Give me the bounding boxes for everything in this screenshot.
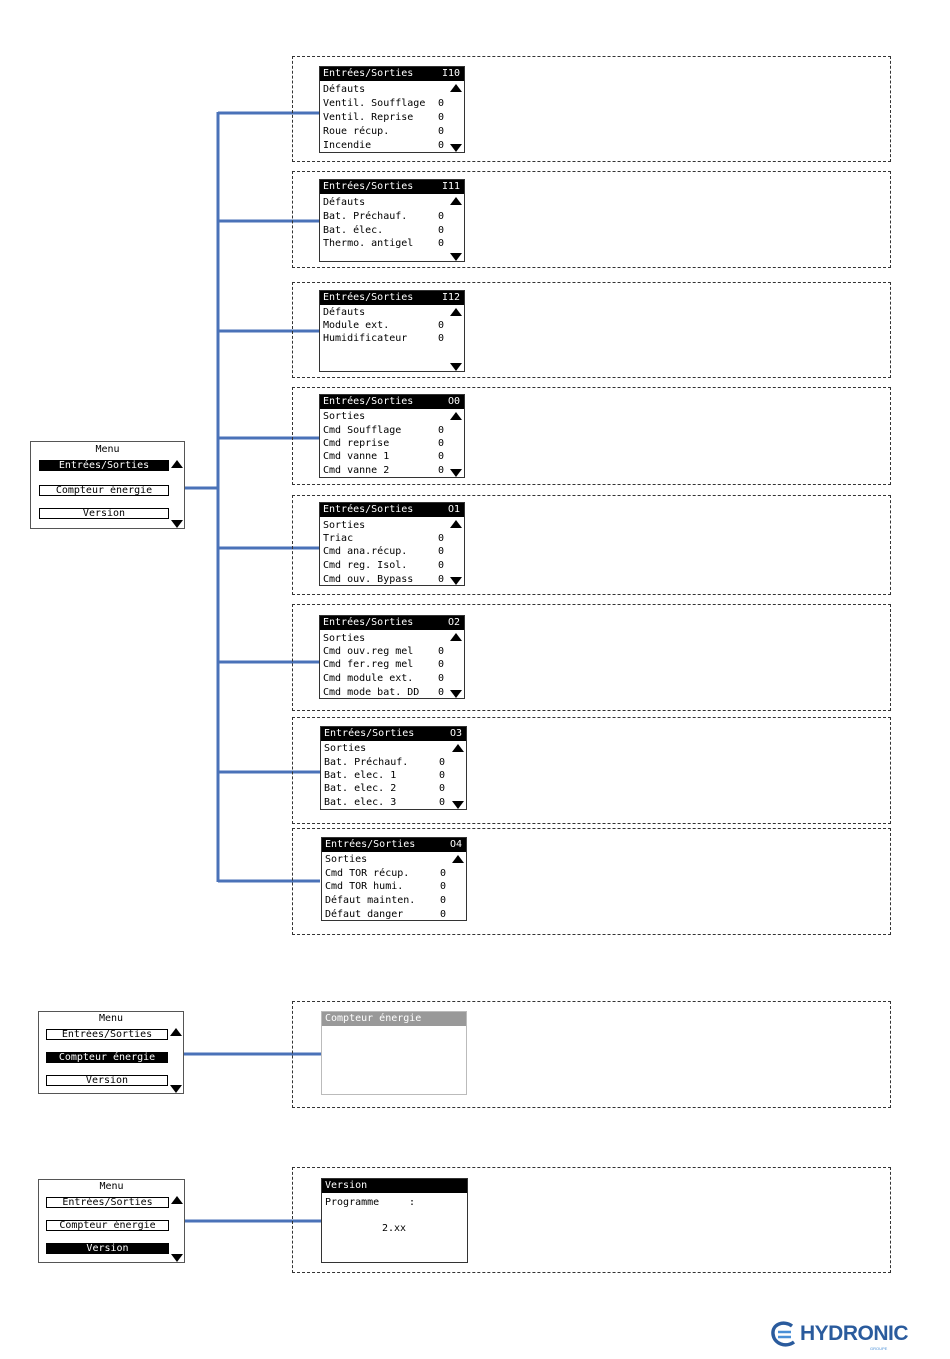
row-label: Défaut danger xyxy=(325,909,404,920)
row-value: 0 xyxy=(440,868,447,879)
screen-row xyxy=(325,895,446,907)
scroll-down-arrow-icon[interactable] xyxy=(170,1085,182,1093)
program-version-value: 2.xx xyxy=(382,1223,407,1234)
row-label: Cmd ana.récup. xyxy=(323,546,408,557)
menu-title: Menu xyxy=(99,1181,124,1192)
screen-header xyxy=(320,67,464,81)
row-label: Bat. Préchauf. xyxy=(324,757,409,768)
row-value: 0 xyxy=(438,574,445,585)
screen-row xyxy=(323,333,444,345)
row-label: Bat. Préchauf. xyxy=(323,211,408,222)
screen-o3 xyxy=(320,726,467,810)
screen-subtitle: Défauts xyxy=(323,307,366,318)
row-label: Humidificateur xyxy=(323,333,408,344)
menu-item-version[interactable]: Version xyxy=(46,1075,168,1086)
menu-item-entrees-sorties[interactable]: Entrées/Sorties xyxy=(46,1029,168,1040)
screen-row xyxy=(324,797,446,809)
scroll-up-arrow-icon[interactable] xyxy=(450,520,462,528)
row-label: Incendie xyxy=(323,140,372,151)
screen-row xyxy=(323,574,444,586)
scroll-up-arrow-icon[interactable] xyxy=(450,412,462,420)
menu-item-compteur-energie[interactable]: Compteur énergie xyxy=(46,1220,169,1231)
screen-header xyxy=(320,395,464,409)
screen-row xyxy=(323,126,444,138)
scroll-down-arrow-icon[interactable] xyxy=(450,469,462,477)
row-value: 0 xyxy=(438,438,445,449)
row-value: 0 xyxy=(438,211,445,222)
screen-title: Entrées/Sorties xyxy=(323,617,414,628)
row-value: 0 xyxy=(438,560,445,571)
screen-row xyxy=(323,211,444,223)
screen-code: O1 xyxy=(447,504,460,515)
menu-title: Menu xyxy=(98,1013,124,1024)
row-value: 0 xyxy=(438,140,445,151)
screen-subtitle: Sorties xyxy=(323,411,366,422)
screen-title: Entrées/Sorties xyxy=(323,68,414,79)
screen-version xyxy=(321,1178,468,1263)
screen-code: I11 xyxy=(441,181,460,192)
logo-subtext: GROUPE xyxy=(870,1346,888,1351)
logo-text: HYDRONIC xyxy=(800,1322,909,1345)
menu-item-version[interactable]: Version xyxy=(46,1243,169,1254)
row-label: Cmd Soufflage xyxy=(323,425,402,436)
screen-row xyxy=(323,320,444,332)
screen-header xyxy=(320,180,464,194)
row-label: Bat. elec. 1 xyxy=(324,770,397,781)
screen-row xyxy=(323,238,444,250)
screen-title: Entrées/Sorties xyxy=(324,728,415,739)
row-label: Bat. élec. xyxy=(323,225,384,236)
row-value: 0 xyxy=(439,757,446,768)
row-value: 0 xyxy=(438,98,445,109)
screen-row xyxy=(323,533,444,545)
scroll-up-arrow-icon[interactable] xyxy=(171,460,183,468)
screen-title: Entrées/Sorties xyxy=(323,292,414,303)
row-value: 0 xyxy=(438,659,445,670)
screen-row xyxy=(323,646,444,658)
program-separator: : xyxy=(409,1197,416,1208)
screen-o0 xyxy=(319,394,465,478)
screen-row xyxy=(323,659,444,671)
row-value: 0 xyxy=(438,225,445,236)
screen-title: Entrées/Sorties xyxy=(323,504,414,515)
screen-i10 xyxy=(319,66,465,153)
screen-row xyxy=(325,909,446,921)
row-value: 0 xyxy=(438,126,445,137)
row-value: 0 xyxy=(438,687,445,698)
scroll-up-arrow-icon[interactable] xyxy=(450,633,462,641)
row-value: 0 xyxy=(438,533,445,544)
row-value: 0 xyxy=(438,112,445,123)
scroll-up-arrow-icon[interactable] xyxy=(450,308,462,316)
screen-row xyxy=(324,757,446,769)
row-value: 0 xyxy=(438,333,445,344)
screen-row xyxy=(323,451,444,463)
scroll-up-arrow-icon[interactable] xyxy=(450,84,462,92)
screen-o2 xyxy=(319,615,465,699)
row-value: 0 xyxy=(440,909,447,920)
row-label: Cmd ouv.reg mel xyxy=(323,646,414,657)
row-value: 0 xyxy=(440,895,447,906)
screen-title: Entrées/Sorties xyxy=(323,396,414,407)
row-label: Triac xyxy=(323,533,354,544)
row-value: 0 xyxy=(439,783,446,794)
row-value: 0 xyxy=(440,881,447,892)
program-label: Programme xyxy=(325,1197,380,1208)
menu-panel-2 xyxy=(38,1011,184,1094)
row-label: Cmd TOR humi. xyxy=(325,881,404,892)
scroll-down-arrow-icon[interactable] xyxy=(171,520,183,528)
screen-o4 xyxy=(321,837,467,921)
screen-header xyxy=(320,503,464,517)
screen-title: Entrées/Sorties xyxy=(323,181,414,192)
screen-title: Compteur énergie xyxy=(325,1013,422,1024)
row-value: 0 xyxy=(438,465,445,476)
screen-code: O0 xyxy=(447,396,460,407)
screen-row xyxy=(323,438,444,450)
screen-row xyxy=(323,225,444,237)
screen-code: I12 xyxy=(441,292,460,303)
row-label: Cmd module ext. xyxy=(323,673,414,684)
scroll-down-arrow-icon[interactable] xyxy=(452,801,464,809)
screen-header xyxy=(321,727,466,741)
screen-i12 xyxy=(319,290,465,372)
scroll-down-arrow-icon[interactable] xyxy=(450,363,462,371)
row-label: Cmd vanne 2 xyxy=(323,465,390,476)
row-value: 0 xyxy=(438,425,445,436)
menu-item-version[interactable]: Version xyxy=(39,508,169,519)
screen-code: O2 xyxy=(447,617,460,628)
row-label: Cmd fer.reg mel xyxy=(323,659,414,670)
screen-title: Entrées/Sorties xyxy=(325,839,416,850)
menu-panel-1 xyxy=(30,441,185,529)
screen-subtitle: Défauts xyxy=(323,84,366,95)
row-label: Ventil. Reprise xyxy=(323,112,414,123)
row-label: Cmd vanne 1 xyxy=(323,451,390,462)
row-label: Défaut mainten. xyxy=(325,895,416,906)
menu-item-entrees-sorties[interactable]: Entrées/Sorties xyxy=(39,460,169,471)
screen-subtitle: Sorties xyxy=(323,633,366,644)
menu-item-compteur-energie[interactable]: Compteur énergie xyxy=(39,485,169,496)
screen-row xyxy=(325,868,446,880)
screen-row xyxy=(323,673,444,685)
scroll-up-arrow-icon[interactable] xyxy=(450,197,462,205)
row-value: 0 xyxy=(438,451,445,462)
row-value: 0 xyxy=(439,797,446,808)
screen-row xyxy=(323,140,444,152)
screen-row xyxy=(324,770,446,782)
screen-row xyxy=(323,425,444,437)
screen-row xyxy=(323,560,444,572)
scroll-down-arrow-icon[interactable] xyxy=(450,253,462,261)
hydronic-logo-icon xyxy=(770,1320,798,1350)
screen-header xyxy=(322,1012,466,1026)
screen-row xyxy=(323,98,444,110)
scroll-up-arrow-icon[interactable] xyxy=(452,855,464,863)
row-label: Bat. elec. 3 xyxy=(324,797,397,808)
row-value: 0 xyxy=(438,646,445,657)
screen-code: O4 xyxy=(449,839,462,850)
row-label: Cmd ouv. Bypass xyxy=(323,574,414,585)
row-label: Cmd reg. Isol. xyxy=(323,560,408,571)
screen-compteur-energie xyxy=(321,1011,467,1095)
screen-title: Version xyxy=(325,1180,368,1191)
screen-subtitle: Sorties xyxy=(323,520,366,531)
hydronic-logo xyxy=(770,1320,909,1352)
row-label: Cmd reprise xyxy=(323,438,390,449)
screen-row xyxy=(323,465,444,477)
scroll-down-arrow-icon[interactable] xyxy=(450,690,462,698)
menu-panel-3 xyxy=(38,1179,185,1263)
menu-item-entrees-sorties[interactable]: Entrées/Sorties xyxy=(46,1197,169,1208)
menu-title: Menu xyxy=(95,444,120,455)
row-label: Thermo. antigel xyxy=(323,238,414,249)
row-value: 0 xyxy=(438,320,445,331)
row-label: Bat. elec. 2 xyxy=(324,783,397,794)
menu-item-compteur-energie[interactable]: Compteur énergie xyxy=(46,1052,168,1063)
screen-i11 xyxy=(319,179,465,262)
screen-row xyxy=(324,783,446,795)
screen-code: O3 xyxy=(449,728,462,739)
scroll-down-arrow-icon[interactable] xyxy=(450,577,462,585)
screen-header xyxy=(320,616,464,630)
row-label: Roue récup. xyxy=(323,126,390,137)
screen-row xyxy=(325,881,446,893)
row-value: 0 xyxy=(439,770,446,781)
screen-subtitle: Sorties xyxy=(324,743,367,754)
row-value: 0 xyxy=(438,238,445,249)
row-value: 0 xyxy=(438,673,445,684)
screen-code: I10 xyxy=(441,68,460,79)
screen-o1 xyxy=(319,502,465,586)
screen-subtitle: Défauts xyxy=(323,197,366,208)
scroll-up-arrow-icon[interactable] xyxy=(170,1028,182,1036)
scroll-up-arrow-icon[interactable] xyxy=(171,1196,183,1204)
screen-header xyxy=(322,1179,467,1193)
screen-header xyxy=(322,838,466,852)
scroll-down-arrow-icon[interactable] xyxy=(171,1254,183,1262)
screen-row xyxy=(323,687,444,699)
screen-row xyxy=(323,546,444,558)
screen-header xyxy=(320,291,464,305)
screen-row xyxy=(323,112,444,124)
row-label: Module ext. xyxy=(323,320,390,331)
scroll-down-arrow-icon[interactable] xyxy=(450,144,462,152)
row-value: 0 xyxy=(438,546,445,557)
row-label: Cmd TOR récup. xyxy=(325,868,410,879)
scroll-up-arrow-icon[interactable] xyxy=(452,744,464,752)
row-label: Ventil. Soufflage xyxy=(323,98,426,109)
screen-subtitle: Sorties xyxy=(325,854,368,865)
row-label: Cmd mode bat. DD xyxy=(323,687,420,698)
